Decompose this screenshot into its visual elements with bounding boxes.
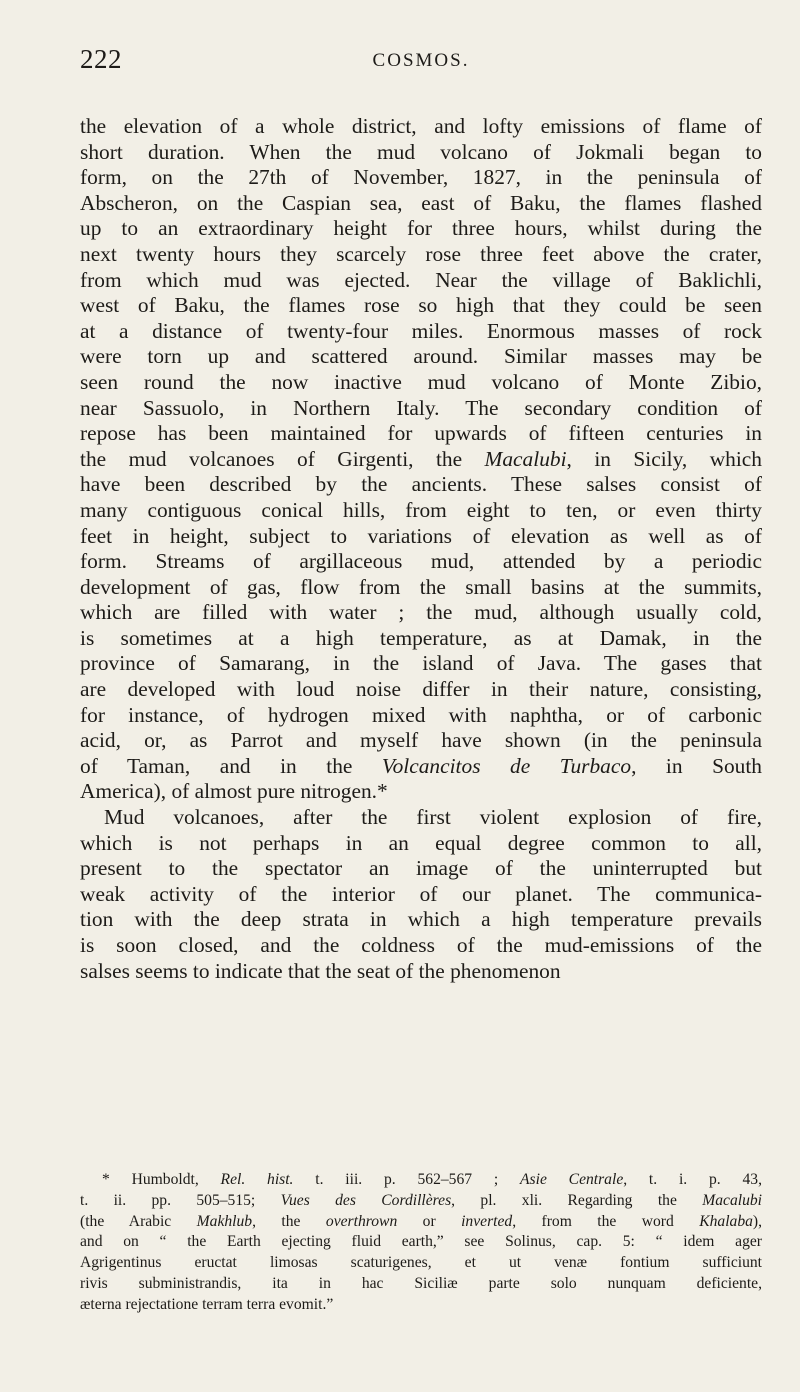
footnote-line: t. ii. pp. 505–515; Vues des Cordillères, pl. xli. Regarding the Macalubi <box>80 1191 763 1209</box>
body-line: next twenty hours they scarcely rose three feet above the crater, <box>80 241 762 266</box>
body-line: at a distance of twenty-four miles. Enormous masses of rock <box>80 318 762 343</box>
running-title: COSMOS. <box>372 50 470 71</box>
body-line: many contiguous conical hills, from eight to ten, or even thirty <box>80 497 762 522</box>
footnote-line: rivis subministrandis, ita in hac Siciliæ parte solo nunquam deficiente, <box>80 1274 762 1292</box>
body-line: were torn up and scattered around. Similar masses may be <box>80 344 762 369</box>
page-header <box>80 44 762 84</box>
footnote-line: and on “ the Earth ejecting fluid earth,” see Solinus, cap. 5: “ idem ager <box>80 1233 762 1251</box>
body-text <box>80 114 762 984</box>
footnote <box>80 1170 762 1316</box>
body-line: are developed with loud noise differ in their nature, consisting, <box>80 677 762 702</box>
body-line: of Taman, and in the Volcancitos de Turbaco, in South <box>80 753 762 778</box>
body-line: west of Baku, the flames rose so high that they could be seen <box>80 293 762 318</box>
body-line: feet in height, subject to variations of elevation as well as of <box>80 523 762 548</box>
body-line: is soon closed, and the coldness of the mud-emissions of the <box>80 933 762 957</box>
body-line: province of Samarang, in the island of Java. The gases that <box>80 651 762 676</box>
body-line: is sometimes at a high temperature, as at Damak, in the <box>80 625 762 650</box>
body-line: present to the spectator an image of the uninterrupted but <box>80 856 762 881</box>
body-line: from which mud was ejected. Near the village of Baklichli, <box>80 267 762 292</box>
body-line: up to an extraordinary height for three hours, whilst during the <box>80 216 762 241</box>
body-line: near Sassuolo, in Northern Italy. The secondary condition of <box>80 395 762 420</box>
page-number: 222 <box>80 44 122 74</box>
body-line: have been described by the ancients. These salses consist of <box>80 472 762 497</box>
body-line: form, on the 27th of November, 1827, in the peninsula of <box>80 165 762 190</box>
body-line: development of gas, flow from the small basins at the summits, <box>80 574 762 599</box>
footnote-line: Agrigentinus eructat limosas scaturigenes, et ut venæ fontium sufficiunt <box>80 1254 762 1272</box>
body-line: the mud volcanoes of Girgenti, the Macalubi, in Sicily, which <box>80 446 762 471</box>
body-line: acid, or, as Parrot and myself have shown (in the peninsula <box>80 728 762 753</box>
body-line: salses seems to indicate that the seat of the phenomenon <box>80 958 561 983</box>
body-line: form. Streams of argillaceous mud, attended by a periodic <box>80 549 762 574</box>
body-line: short duration. When the mud volcano of Jokmali began to <box>80 139 762 164</box>
body-line: which are filled with water ; the mud, although usually cold, <box>80 600 762 625</box>
body-line: Abscheron, on the Caspian sea, east of Baku, the flames flashed <box>80 190 762 215</box>
body-line: weak activity of the interior of our planet. The communica- <box>80 881 762 906</box>
body-line: America), of almost pure nitrogen.* <box>80 779 388 804</box>
footnote-line: * Humboldt, Rel. hist. t. iii. p. 562–567 ; Asie Centrale, t. i. p. 43, <box>102 1171 762 1188</box>
body-line: which is not perhaps in an equal degree common to all, <box>80 830 762 855</box>
body-line: the elevation of a whole district, and lofty emissions of flame of <box>80 114 762 138</box>
footnote-line: (the Arabic Makhlub, the overthrown or inverted, from the word Khalaba), <box>80 1212 763 1230</box>
body-line: repose has been maintained for upwards of fifteen centuries in <box>80 421 762 446</box>
body-line: tion with the deep strata in which a high temperature prevails <box>80 907 762 932</box>
body-line: seen round the now inactive mud volcano of Monte Zibio, <box>80 369 762 394</box>
body-line: Mud volcanoes, after the first violent explosion of fire, <box>104 805 762 830</box>
body-line: for instance, of hydrogen mixed with naphtha, or of carbonic <box>80 702 762 727</box>
footnote-line: æterna rejectatione terram terra evomit.” <box>80 1295 334 1313</box>
